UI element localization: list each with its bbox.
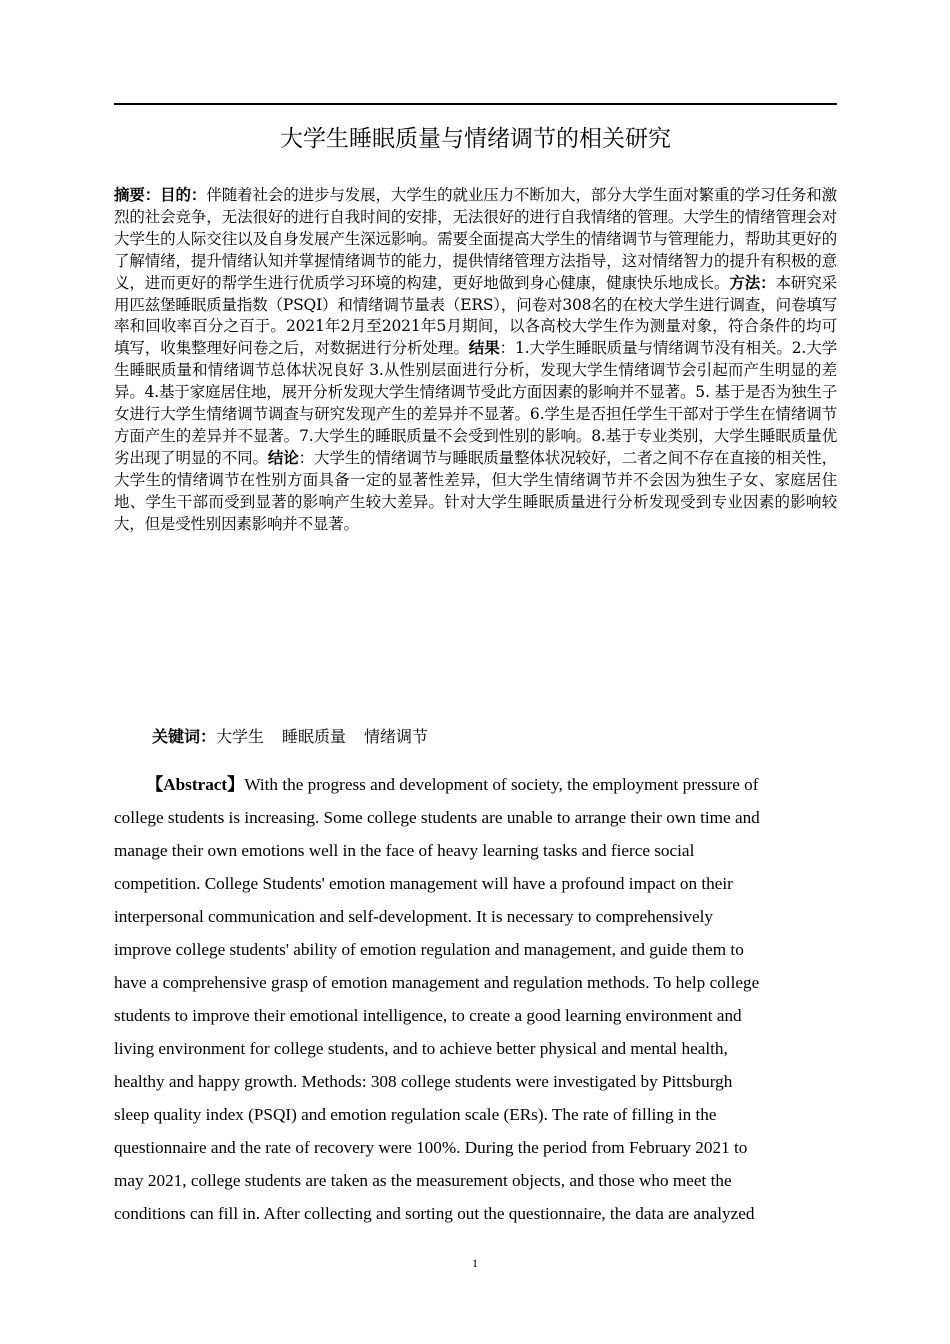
english-abstract-line: questionnaire and the rate of recovery were 100%. During the period from February 2021 to [114,1138,748,1157]
english-abstract-line: college students is increasing. Some college students are unable to arrange their own time and [114,808,760,827]
keyword: 睡眠质量 [282,727,347,746]
english-abstract-line: healthy and happy growth. Methods: 308 college students were investigated by Pittsburgh [114,1072,733,1091]
english-abstract-line: students to improve their emotional intelligence, to create a good learning environment and [114,1006,742,1025]
results-label: 结果 [468,339,500,358]
keyword: 情绪调节 [364,727,429,746]
objective-text: 伴随着社会的进步与发展，大学生的就业压力不断加大，部分大学生面对繁重的学习任务和激烈的社会竞争，无法很好的进行自我时间的安排，无法很好的进行自我情绪的管理。大学生的情绪管理会对大学生的人际交往以及自身发展产生深远影响。需要全面提高大学生的情绪调节与管理能力，帮助其更好的了解情绪，提升情绪认知并掌握情绪调节的能力，提供情绪管理方法指导，这对情绪智力的提升有积极的意义，进而更好的帮学生进行优质学习环境的构建，更好地做到身心健康，健康快乐地成长。 [114,186,837,292]
chinese-abstract [114,185,837,536]
conclusion-label: 结论 [267,448,299,467]
page-number: 1 [472,1256,478,1270]
english-abstract-line: may 2021, college students are taken as the measurement objects, and those who meet the [114,1171,732,1190]
english-abstract-line: sleep quality index (PSQI) and emotion regulation scale (ERs). The rate of filling in the [114,1105,717,1124]
english-abstract-line: manage their own emotions well in the face of heavy learning tasks and fierce social [114,841,695,860]
english-abstract-line [114,768,839,801]
methods-label: 方法： [729,273,776,292]
english-abstract-line: competition. College Students' emotion management will have a profound impact on their [114,874,733,893]
english-abstract [114,768,839,1230]
english-abstract-label: 【Abstract】 [146,775,245,794]
header-rule [114,103,837,105]
methods-text: 本研究采用匹兹堡睡眠质量指数（PSQI）和情绪调节量表（ERS），问卷对308名的在校大学生进行调查，问卷填写率和回收率百分之百于。2021年2月至2021年5月期间，以各高校大学生作为测量对象，符合条件的均可填写，收集整理好问卷之后，对数据进行分析处理。 [114,273,837,358]
keywords-line [152,724,842,750]
abstract-label: 摘要： [114,186,161,204]
conclusion-text: ：大学生的情绪调节与睡眠质量整体状况较好，二者之间不存在直接的相关性，大学生的情绪调节在性别方面具备一定的显著性差异，但大学生情绪调节并不会因为独生子女、家庭居住地、学生干部而受到显著的影响产生较大差异。针对大学生睡眠质量进行分析发现受到专业因素的影响较大，但是受性别因素影响并不显著。 [114,448,837,533]
keywords-label: 关键词： [152,727,217,746]
results-text: ：1.大学生睡眠质量与情绪调节没有相关。2.大学生睡眠质量和情绪调节总体状况良好 3.从性别层面进行分析，发现大学生情绪调节会引起而产生明显的差异。4.基于家庭居住地，展开分析发现大学生情绪调节受此方面因素的影响并不显著。5. 基于是否为独生子女进行大学生情绪调节调查与研究发现产生的差异并不显著。6.学生是否担任学生干部对于学生在情绪调节方面产生的差异并不显著。7.大学生的睡眠质量不会受到性别的影响。8.基于专业类别，大学生睡眠质量优劣出现了明显的不同。 [114,339,838,467]
english-abstract-line: interpersonal communication and self-development. It is necessary to comprehensively [114,907,713,926]
paper-title: 大学生睡眠质量与情绪调节的相关研究 [280,126,671,152]
english-abstract-text: With the progress and development of society, the employment pressure of [244,775,759,794]
english-abstract-line: have a comprehensive grasp of emotion management and regulation methods. To help college [114,973,760,992]
english-abstract-line: improve college students' ability of emotion regulation and management, and guide them to [114,940,744,959]
english-abstract-line: conditions can fill in. After collecting and sorting out the questionnaire, the data are analyzed [114,1204,755,1223]
objective-label: 目的： [160,186,207,204]
keyword: 大学生 [216,727,265,746]
english-abstract-line: living environment for college students, and to achieve better physical and mental health, [114,1039,728,1058]
